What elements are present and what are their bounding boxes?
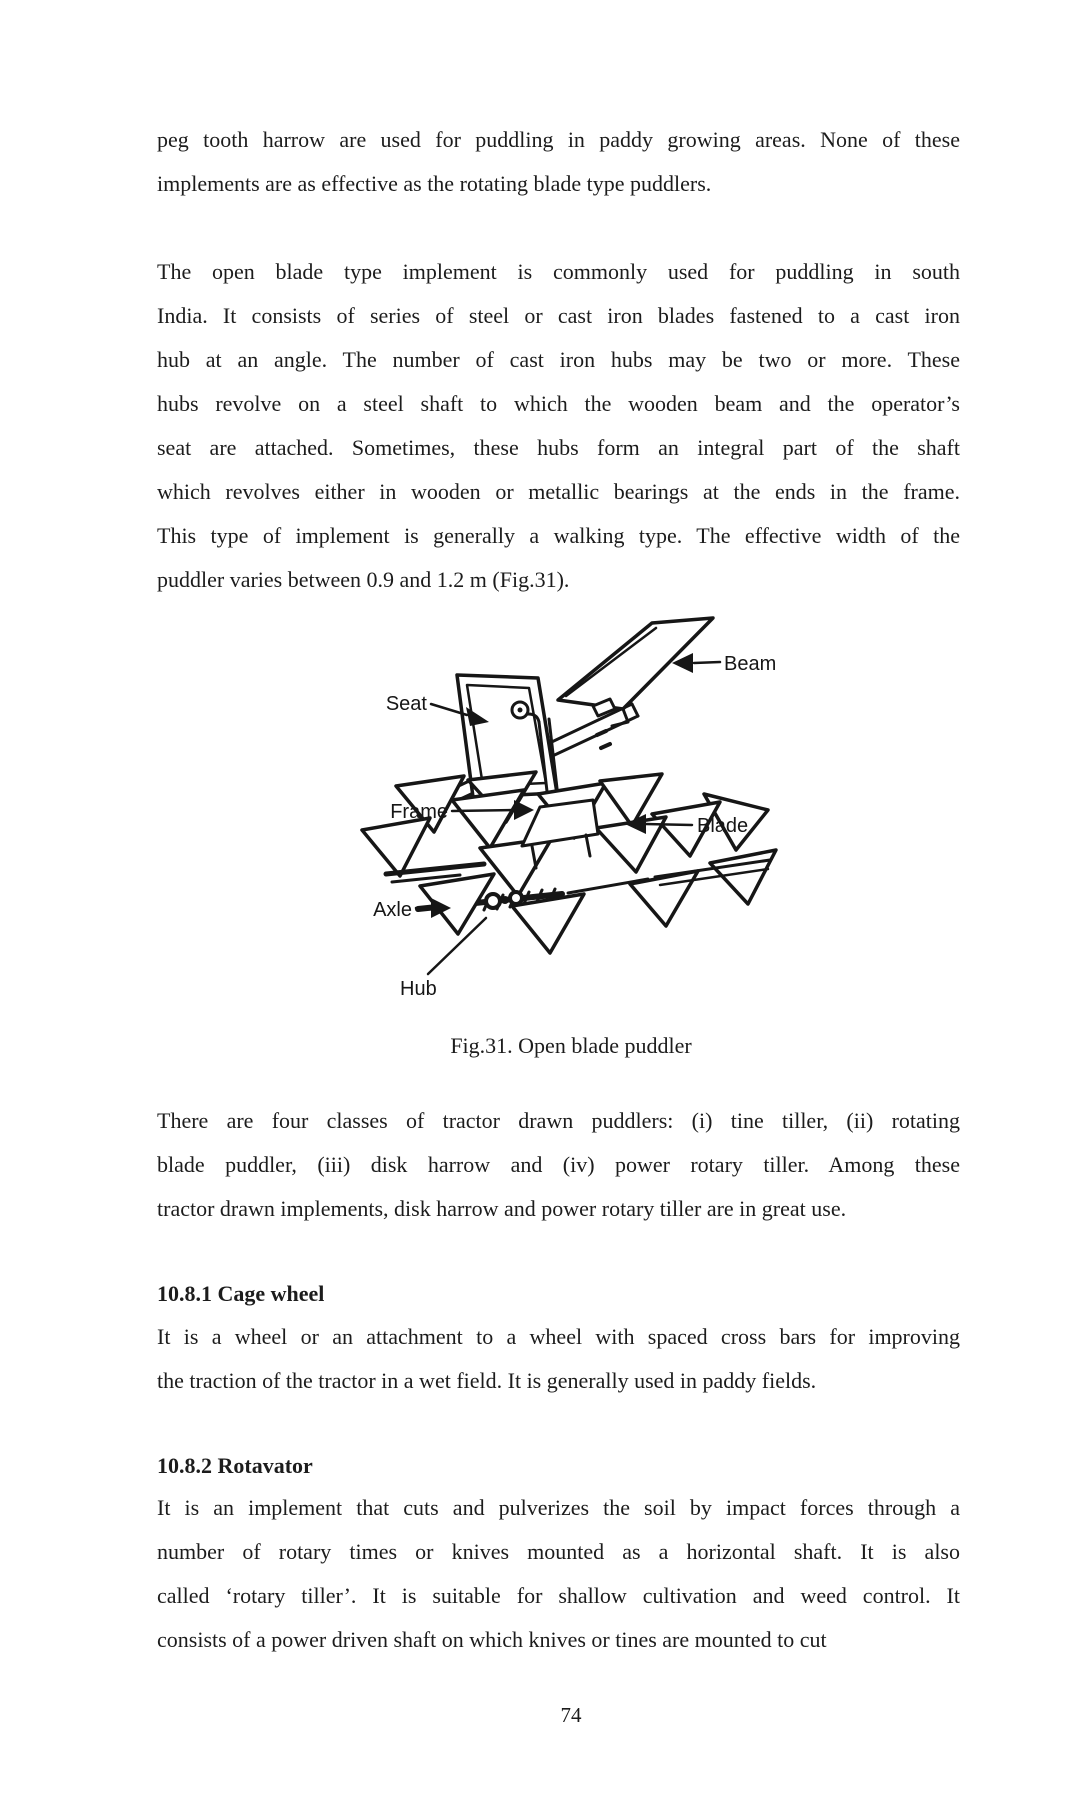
rail-end: [632, 704, 638, 716]
hub-label: Hub: [400, 978, 437, 1000]
text-line: hub at an angle. The number of cast iron hubs may be two or more. These: [157, 347, 960, 372]
section-heading-rotavator: 10.8.2 Rotavator: [157, 1453, 313, 1478]
beam-label: Beam: [724, 653, 777, 675]
frame-arrowhead-icon: [514, 800, 534, 820]
text-line: India. It consists of series of steel or cast iron blades fastened to a cast iron: [157, 303, 960, 328]
seat-label: Seat: [385, 693, 427, 715]
blade-shape: [480, 838, 552, 896]
eye-bolt-center: [518, 708, 523, 713]
bolt-mark: [601, 744, 610, 748]
page-number: 74: [560, 1703, 582, 1727]
paragraph-1: [157, 118, 960, 206]
text-line: the traction of the tractor in a wet field. It is generally used in paddy fields.: [157, 1368, 817, 1393]
text-line: number of rotary times or knives mounted as a horizontal shaft. It is also: [157, 1539, 960, 1564]
text-line: tractor drawn implements, disk harrow and power rotary tiller are in great use.: [157, 1196, 847, 1221]
text-line: blade puddler, (iii) disk harrow and (iv) power rotary tiller. Among these: [157, 1152, 960, 1177]
blade-shape: [512, 894, 584, 953]
section-body-cage-wheel: [157, 1315, 960, 1403]
text-line: which revolves either in wooden or metallic bearings at the ends in the frame.: [157, 479, 960, 504]
text-line: called ‘rotary tiller’. It is suitable for shallow cultivation and weed control. It: [157, 1583, 960, 1608]
paragraph-3: [157, 1099, 960, 1231]
text-line: hubs revolve on a steel shaft to which the wooden beam and the operator’s: [157, 391, 960, 416]
text-line: This type of implement is generally a walking type. The effective width of the: [157, 523, 960, 548]
text-line: The open blade type implement is commonly used for puddling in south: [157, 259, 960, 284]
text-line: It is an implement that cuts and pulverizes the soil by impact forces through a: [157, 1495, 960, 1520]
frame-label: Frame: [390, 801, 448, 823]
hub-ring: [510, 892, 522, 904]
frame-leader-line: [452, 810, 514, 811]
axle-label: Axle: [373, 899, 412, 921]
text-line: It is a wheel or an attachment to a wheel with spaced cross bars for improving: [157, 1324, 960, 1349]
label-hub: [400, 918, 486, 1000]
hub-ring: [486, 894, 500, 908]
blade-leader-line: [645, 824, 692, 825]
hub-center: [501, 896, 509, 904]
puddler-line-drawing: [300, 588, 820, 1018]
text-line: consists of a power driven shaft on which knives or tines are mounted to cut: [157, 1627, 827, 1652]
bolt-mark: [597, 731, 606, 735]
blade-label: Blade: [697, 815, 749, 837]
text-line: There are four classes of tractor drawn puddlers: (i) tine tiller, (ii) rotating: [157, 1108, 960, 1133]
text-line: puddler varies between 0.9 and 1.2 m (Fig.31).: [157, 567, 570, 592]
section-heading-cage-wheel: 10.8.1 Cage wheel: [157, 1281, 325, 1306]
figure-caption: Fig.31. Open blade puddler: [450, 1033, 692, 1058]
text-line: peg tooth harrow are used for puddling in paddy growing areas. None of these: [157, 127, 960, 152]
section-body-rotavator: [157, 1486, 960, 1662]
blade-shape: [362, 818, 430, 876]
beam-leader-line: [694, 662, 720, 663]
text-line: implements are as effective as the rotating blade type puddlers.: [157, 171, 712, 196]
paragraph-2: [157, 250, 960, 602]
blade-shape: [452, 790, 524, 848]
figure-open-blade-puddler: [300, 588, 820, 1018]
label-beam: [672, 653, 776, 675]
text-line: seat are attached. Sometimes, these hubs form an integral part of the shaft: [157, 435, 960, 460]
